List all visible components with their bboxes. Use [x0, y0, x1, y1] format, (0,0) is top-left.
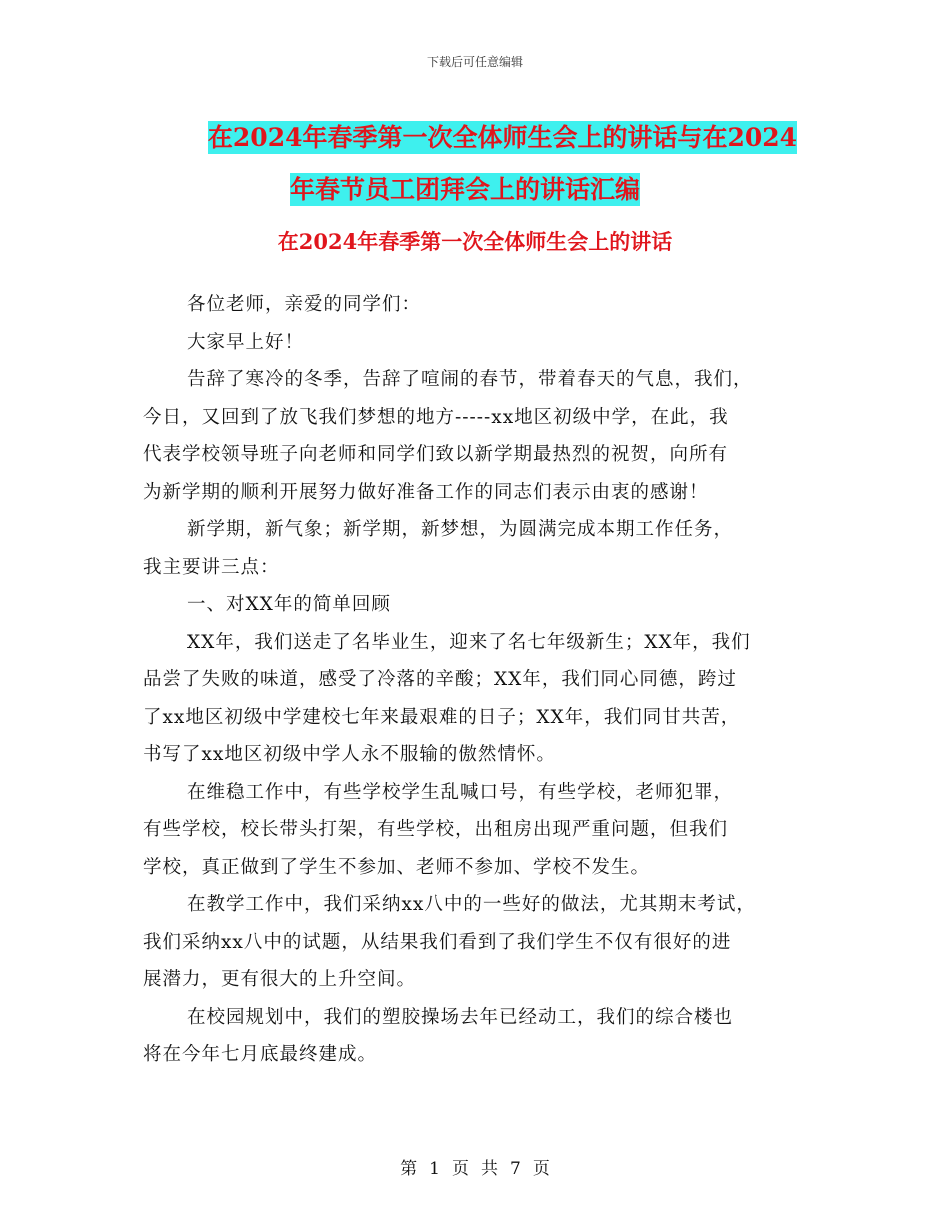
paragraph-line: 学校，真正做到了学生不参加、老师不参加、学校不发生。 — [143, 856, 651, 878]
footer-page-number: 1 — [429, 1159, 440, 1179]
section-title: 在2024年春季第一次全体师生会上的讲话 — [277, 229, 673, 254]
paragraph-line: 今日，又回到了放飞我们梦想的地方-----xx地区初级中学，在此，我 — [143, 406, 729, 428]
paragraph-line: 我们采纳xx八中的试题，从结果我们看到了我们学生不仅有很好的进 — [143, 931, 732, 953]
page-footer — [0, 1154, 950, 1179]
paragraph-line: 为新学期的顺利开展努力做好准备工作的同志们表示由衷的感谢！ — [143, 481, 709, 503]
paragraph-line: 品尝了失败的味道，感受了冷落的辛酸；XX年，我们同心同德，跨过 — [143, 669, 737, 690]
main-title-line-2-text: 年春节员工团拜会上的讲话汇编 — [289, 175, 640, 204]
section-heading-line: 一、对XX年的简单回顾 — [187, 594, 391, 615]
paragraph-line: 告辞了寒冷的冬季，告辞了喧闹的春节，带着春天的气息，我们， — [187, 369, 753, 390]
footer-total-pages: 7 — [510, 1159, 521, 1179]
footer-prefix: 第 — [400, 1159, 418, 1179]
paragraph-line: 在维稳工作中，有些学校学生乱喊口号，有些学校，老师犯罪， — [187, 781, 734, 803]
paragraph-line: 将在今年七月底最终建成。 — [143, 1044, 378, 1065]
paragraph-line: 有些学校，校长带头打架，有些学校，出租房出现严重问题，但我们 — [143, 819, 729, 840]
main-title-line-2 — [0, 164, 950, 216]
paragraph-line: 了xx地区初级中学建校七年来最艰难的日子；XX年，我们同甘共苦， — [143, 706, 741, 728]
greeting-line: 各位老师，亲爱的同学们： — [187, 294, 422, 315]
greeting-line: 大家早上好！ — [187, 331, 305, 353]
paragraph-line: 在校园规划中，我们的塑胶操场去年已经动工，我们的综合楼也 — [187, 1006, 734, 1028]
footer-mid: 页 — [452, 1159, 469, 1179]
paragraph-line: 在教学工作中，我们采纳xx八中的一些好的做法，尤其期末考试， — [187, 894, 756, 915]
paragraph-line: 我主要讲三点： — [143, 556, 280, 578]
main-title-line-1-text: 在2024年春季第一次全体师生会上的讲话与在2024 — [207, 123, 798, 152]
footer-suffix: 页 — [532, 1159, 550, 1179]
main-title — [0, 112, 950, 216]
footer-of: 共 — [481, 1159, 498, 1179]
paragraph-line: 展潜力，更有很大的上升空间。 — [143, 969, 417, 990]
main-title-line-1 — [0, 112, 950, 164]
speech-body — [143, 286, 811, 1074]
header-note: 下载后可任意编辑 — [426, 55, 523, 69]
paragraph-line: 代表学校领导班子向老师和同学们致以新学期最热烈的祝贺，向所有 — [143, 444, 729, 465]
paragraph-line: 书写了xx地区初级中学人永不服输的傲然情怀。 — [143, 744, 556, 765]
paragraph-line: XX年，我们送走了名毕业生，迎来了名七年级新生；XX年，我们 — [187, 631, 751, 653]
paragraph-line: 新学期，新气象；新学期，新梦想，为圆满完成本期工作任务， — [187, 519, 734, 540]
